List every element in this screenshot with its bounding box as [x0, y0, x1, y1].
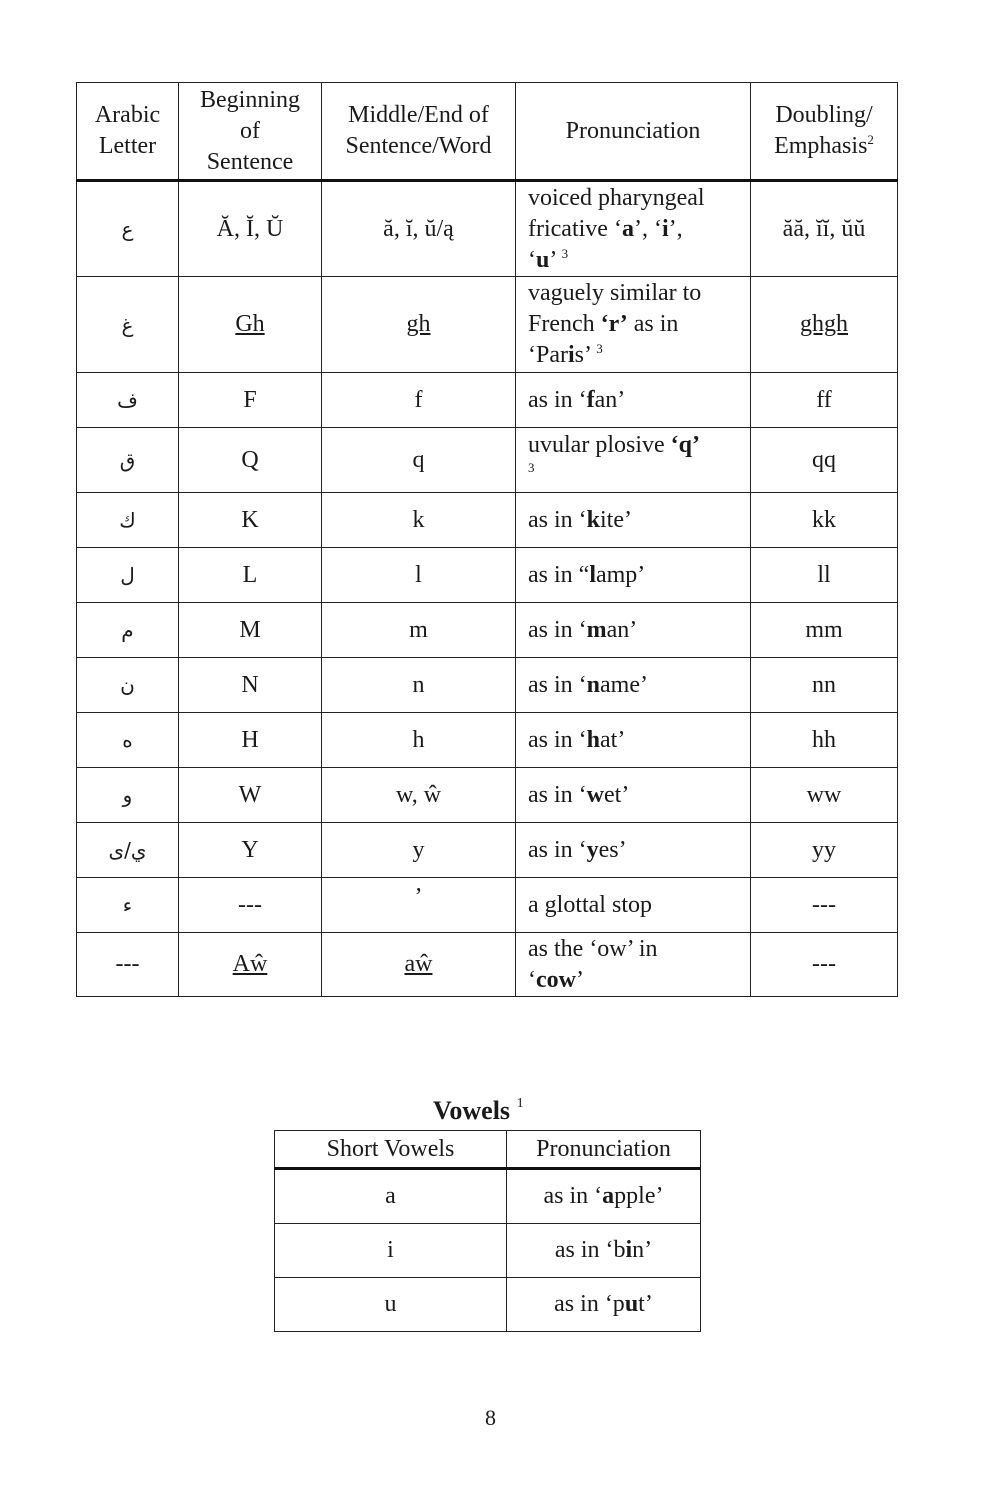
arabic-letter-cell: غ [77, 277, 179, 373]
vowel-cell: i [275, 1224, 507, 1278]
doubling-cell: yy [751, 823, 898, 878]
beginning-cell: Ă, Ĭ, Ŭ [179, 181, 322, 277]
arabic-letter-cell: --- [77, 933, 179, 997]
header-doubling-emphasis: Doubling/ Emphasis$^2$ [751, 83, 898, 181]
doubling-cell: --- [751, 933, 898, 997]
beginning-cell: --- [179, 878, 322, 933]
consonant-table [76, 82, 898, 997]
footnote-marker: 3 [528, 460, 535, 475]
beginning-cell: Y [179, 823, 322, 878]
table-row [77, 713, 898, 768]
pronunciation-cell: as the ‘ow’ in ‘cow’ [516, 933, 751, 997]
arabic-letter-cell: ل [77, 548, 179, 603]
table-header-row [77, 83, 898, 181]
doubling-cell: ff [751, 373, 898, 428]
middle-cell: f [322, 373, 516, 428]
table-row [77, 548, 898, 603]
pronunciation-cell: as in ‘put’ [507, 1278, 701, 1332]
doubling-cell: mm [751, 603, 898, 658]
doubling-cell: --- [751, 878, 898, 933]
pronunciation-cell: as in ‘name’ [516, 658, 751, 713]
arabic-letter-cell: ء [77, 878, 179, 933]
beginning-cell: L [179, 548, 322, 603]
arabic-letter-cell: و [77, 768, 179, 823]
beginning-cell: N [179, 658, 322, 713]
header-beginning-of-sentence: Beginning of Sentence [179, 83, 322, 181]
doubling-cell: hh [751, 713, 898, 768]
pronunciation-cell: uvular plosive ‘q’ $^3$ [516, 428, 751, 493]
middle-cell: l [322, 548, 516, 603]
table-row [77, 277, 898, 373]
arabic-letter-cell: م [77, 603, 179, 658]
pronunciation-cell: a glottal stop [516, 878, 751, 933]
vowels-table [274, 1130, 701, 1332]
middle-cell: m [322, 603, 516, 658]
beginning-cell: H [179, 713, 322, 768]
beginning-cell: K [179, 493, 322, 548]
doubling-cell: ghgh [751, 277, 898, 373]
pronunciation-cell: as in ‘yes’ [516, 823, 751, 878]
middle-cell: h [322, 713, 516, 768]
arabic-letter-cell: ف [77, 373, 179, 428]
pronunciation-cell: vaguely similar to French ‘r’ as in ‘Paris’ $^3$ [516, 277, 751, 373]
table-row [77, 493, 898, 548]
middle-cell: ’ [322, 878, 516, 933]
vowels-title: Vowels $^1$ [433, 1096, 524, 1125]
table-row [77, 373, 898, 428]
beginning-cell: F [179, 373, 322, 428]
pronunciation-cell: voiced pharyngeal fricative ‘a’, ‘i’, ‘u’ $^3$ [516, 181, 751, 277]
footnote-marker: 3 [596, 341, 603, 356]
table-row [77, 823, 898, 878]
table-row [77, 878, 898, 933]
arabic-letter-cell: ك [77, 493, 179, 548]
vowel-cell: a [275, 1169, 507, 1224]
table-row [77, 768, 898, 823]
pronunciation-cell: as in ‘bin’ [507, 1224, 701, 1278]
header-pronunciation: Pronunciation [507, 1131, 701, 1169]
vowel-cell: u [275, 1278, 507, 1332]
footnote-marker: 3 [561, 245, 569, 261]
pronunciation-cell: as in ‘hat’ [516, 713, 751, 768]
arabic-letter-cell: ق [77, 428, 179, 493]
beginning-cell: Gh [179, 277, 322, 373]
middle-cell: aŵ [322, 933, 516, 997]
pronunciation-cell: as in ‘fan’ [516, 373, 751, 428]
page-number: 8 [485, 1405, 496, 1430]
doubling-cell: kk [751, 493, 898, 548]
doubling-cell: nn [751, 658, 898, 713]
pronunciation-cell: as in ‘man’ [516, 603, 751, 658]
footnote-marker: 2 [867, 132, 874, 147]
beginning-cell: Aŵ [179, 933, 322, 997]
table-row [77, 603, 898, 658]
table-row [275, 1169, 701, 1224]
arabic-letter-cell: ن [77, 658, 179, 713]
table-row [77, 933, 898, 997]
table-row [275, 1278, 701, 1332]
header-middle-end: Middle/End of Sentence/Word [322, 83, 516, 181]
pronunciation-cell: as in ‘apple’ [507, 1169, 701, 1224]
beginning-cell: W [179, 768, 322, 823]
middle-cell: w, ŵ [322, 768, 516, 823]
pronunciation-cell: as in “lamp’ [516, 548, 751, 603]
doubling-cell: ăă, ĭĭ, ŭŭ [751, 181, 898, 277]
middle-cell: q [322, 428, 516, 493]
middle-cell: y [322, 823, 516, 878]
pronunciation-cell: as in ‘kite’ [516, 493, 751, 548]
table-row [77, 181, 898, 277]
header-short-vowels: Short Vowels [275, 1131, 507, 1169]
footnote-marker: 1 [516, 1096, 524, 1111]
arabic-letter-cell: ع [77, 181, 179, 277]
beginning-cell: Q [179, 428, 322, 493]
middle-cell: gh [322, 277, 516, 373]
header-pronunciation: Pronunciation [516, 83, 751, 181]
arabic-letter-cell: ه [77, 713, 179, 768]
header-arabic-letter: Arabic Letter [77, 83, 179, 181]
beginning-cell: M [179, 603, 322, 658]
middle-cell: n [322, 658, 516, 713]
table-row [77, 428, 898, 493]
table-row [77, 658, 898, 713]
doubling-cell: ww [751, 768, 898, 823]
doubling-cell: ll [751, 548, 898, 603]
table-header-row [275, 1131, 701, 1169]
pronunciation-cell: as in ‘wet’ [516, 768, 751, 823]
doubling-cell: qq [751, 428, 898, 493]
table-row [275, 1224, 701, 1278]
middle-cell: ă, ĭ, ŭ/ą [322, 181, 516, 277]
middle-cell: k [322, 493, 516, 548]
arabic-letter-cell: ي/ى [77, 823, 179, 878]
